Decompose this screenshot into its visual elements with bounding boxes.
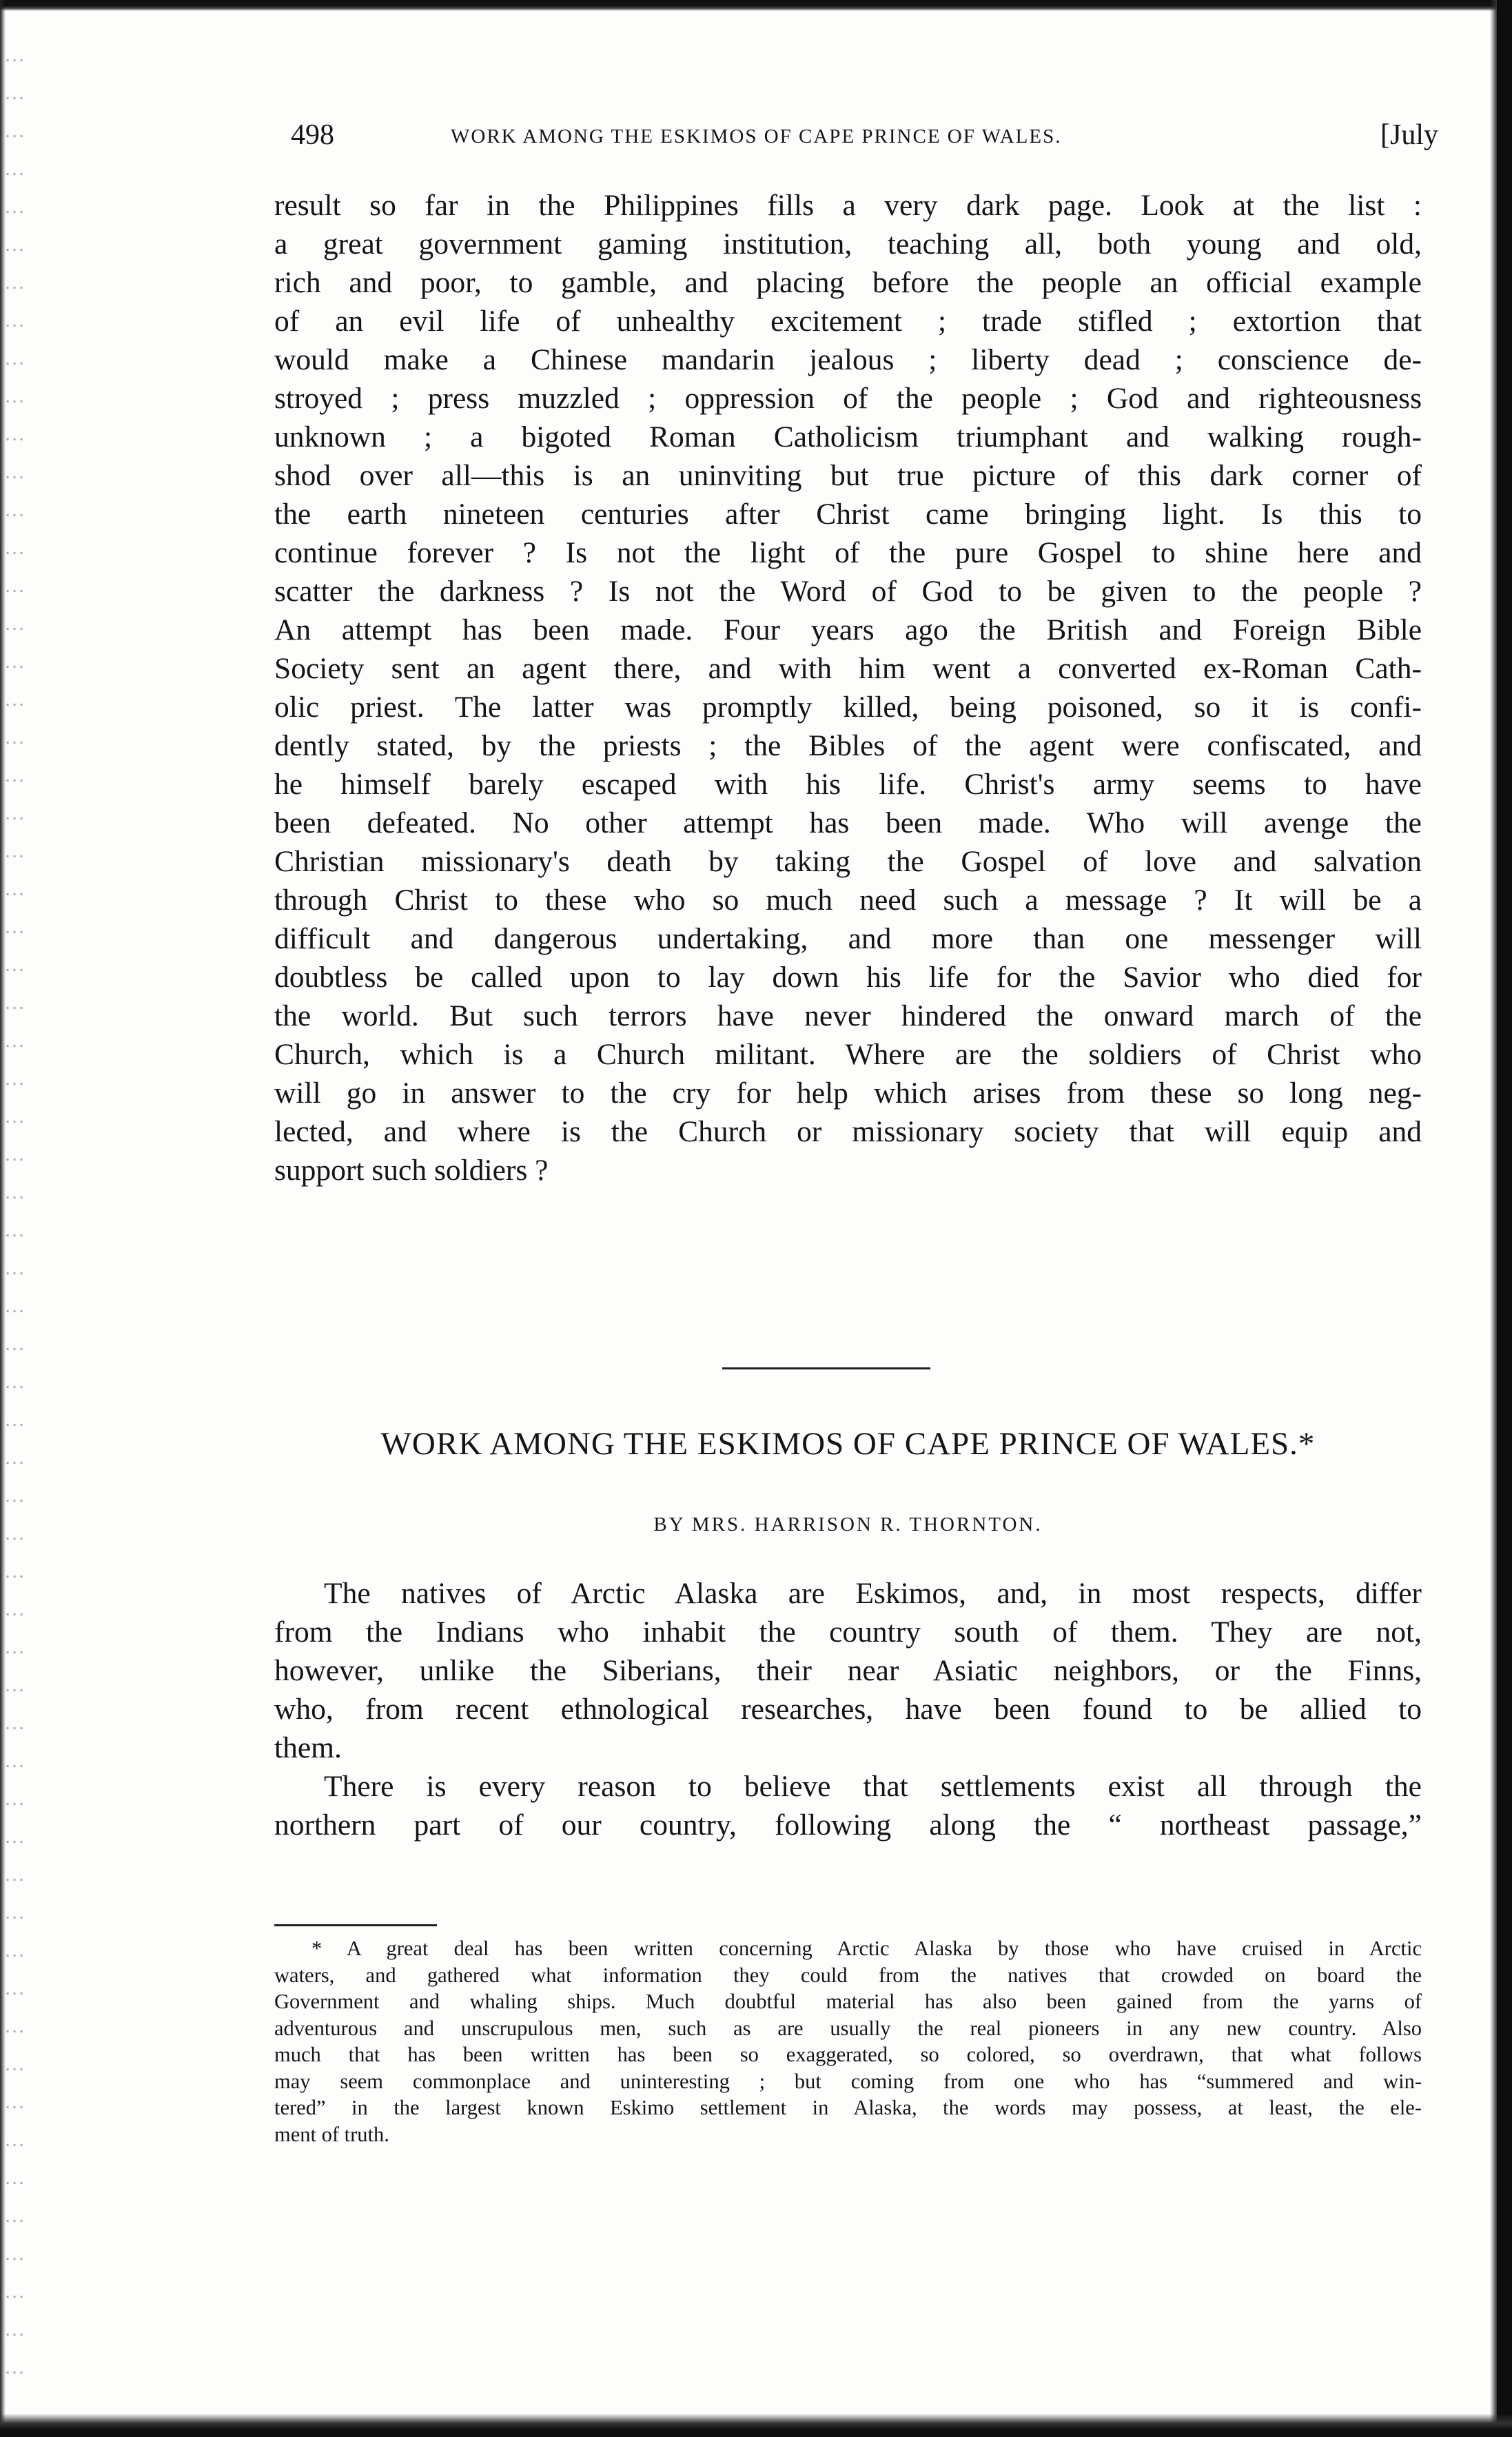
text-line: from the Indians who inhabit the country south of them. They are not, bbox=[274, 1615, 1422, 1649]
footnote-line: adventurous and unscrupulous men, such as are usually the real pioneers in any new country. Also bbox=[274, 2016, 1422, 2040]
text-line: support such soldiers ? bbox=[274, 1154, 549, 1187]
text-line: olic priest. The latter was promptly killed, being poisoned, so it is confi- bbox=[274, 691, 1422, 724]
scan-edge-right bbox=[1497, 0, 1512, 2437]
text-line: doubtless be called upon to lay down his life for the Savior who died for bbox=[274, 961, 1422, 994]
section-divider bbox=[722, 1367, 930, 1369]
text-line: of an evil life of unhealthy excitement ; trade stifled ; extortion that bbox=[274, 305, 1422, 338]
text-line: continue forever ? Is not the light of the pure Gospel to shine here and bbox=[274, 536, 1422, 569]
text-line: shod over all—this is an uninviting but true picture of this dark corner of bbox=[274, 459, 1422, 492]
text-line: them. bbox=[274, 1731, 342, 1764]
text-line: There is every reason to believe that settlements exist all through the bbox=[324, 1770, 1422, 1803]
scan-specks bbox=[4, 41, 23, 2385]
scan-edge-bottom bbox=[0, 2414, 1512, 2437]
text-line: would make a Chinese mandarin jealous ; liberty dead ; conscience de- bbox=[274, 343, 1422, 376]
footnote-divider bbox=[274, 1924, 437, 1926]
article-title: WORK AMONG THE ESKIMOS OF CAPE PRINCE OF WALES.* bbox=[380, 1426, 1316, 1462]
footnote-line: tered” in the largest known Eskimo settlement in Alaska, the words may possess, at least, the ele- bbox=[274, 2096, 1422, 2119]
text-line: rich and poor, to gamble, and placing before the people an official example bbox=[274, 266, 1422, 299]
text-line: however, unlike the Siberians, their near Asiatic neighbors, or the Finns, bbox=[274, 1654, 1422, 1687]
text-line: Society sent an agent there, and with him went a converted ex-Roman Cath- bbox=[274, 652, 1422, 685]
text-line: result so far in the Philippines fills a very dark page. Look at the list : bbox=[274, 189, 1422, 222]
page-header bbox=[291, 119, 1438, 167]
footnote-line: ment of truth. bbox=[274, 2122, 389, 2146]
page-number: 498 bbox=[291, 119, 334, 151]
footnote-line: * A great deal has been written concerning Arctic Alaska by those who have cruised in Arctic bbox=[311, 1937, 1422, 1960]
text-line: he himself barely escaped with his life. Christ's army seems to have bbox=[274, 768, 1422, 801]
text-line: Christian missionary's death by taking the Gospel of love and salvation bbox=[274, 845, 1422, 878]
text-line: been defeated. No other attempt has been made. Who will avenge the bbox=[274, 806, 1422, 839]
scan-edge-top bbox=[0, 0, 1512, 11]
text-line: northern part of our country, following along the “ northeast passage,” bbox=[274, 1808, 1422, 1842]
text-line: Church, which is a Church militant. Where are the soldiers of Christ who bbox=[274, 1038, 1422, 1071]
text-line: who, from recent ethnological researches, have been found to be allied to bbox=[274, 1693, 1422, 1726]
previous-article-text bbox=[274, 186, 1422, 1190]
text-line: unknown ; a bigoted Roman Catholicism triumphant and walking rough- bbox=[274, 420, 1422, 453]
footnote-line: waters, and gathered what information they could from the natives that crowded on board the bbox=[274, 1963, 1422, 1987]
text-line: through Christ to these who so much need such a message ? It will be a bbox=[274, 884, 1422, 917]
footnote-line: Government and whaling ships. Much doubtful material has also been gained from the yarns of bbox=[274, 1990, 1422, 2013]
text-line: lected, and where is the Church or missionary society that will equip and bbox=[274, 1115, 1422, 1148]
text-line: The natives of Arctic Alaska are Eskimos, and, in most respects, differ bbox=[324, 1577, 1422, 1610]
running-head: WORK AMONG THE ESKIMOS OF CAPE PRINCE OF WALES. bbox=[451, 125, 1062, 147]
text-line: difficult and dangerous undertaking, and more than one messenger will bbox=[274, 922, 1422, 955]
article-body bbox=[274, 1574, 1422, 1844]
footnote bbox=[274, 1935, 1422, 2148]
text-line: a great government gaming institution, teaching all, both young and old, bbox=[274, 227, 1422, 261]
text-line: scatter the darkness ? Is not the Word of God to be given to the people ? bbox=[274, 575, 1422, 608]
text-line: the earth nineteen centuries after Christ came bringing light. Is this to bbox=[274, 498, 1422, 531]
scan-edge-right-shadow bbox=[1490, 0, 1497, 2437]
issue-month: [July bbox=[1380, 119, 1438, 151]
text-line: stroyed ; press muzzled ; oppression of the people ; God and righteousness bbox=[274, 382, 1422, 415]
footnote-line: much that has been written has been so exaggerated, so colored, so overdrawn, that what follows bbox=[274, 2043, 1422, 2066]
footnote-line: may seem commonplace and uninteresting ; but coming from one who has “summered and win- bbox=[274, 2069, 1422, 2093]
text-line: will go in answer to the cry for help which arises from these so long neg- bbox=[274, 1077, 1422, 1110]
text-line: dently stated, by the priests ; the Bibles of the agent were confiscated, and bbox=[274, 729, 1422, 762]
text-line: the world. But such terrors have never hindered the onward march of the bbox=[274, 999, 1422, 1032]
article-byline: BY MRS. HARRISON R. THORNTON. bbox=[653, 1513, 1043, 1536]
text-line: An attempt has been made. Four years ago the British and Foreign Bible bbox=[274, 613, 1422, 646]
